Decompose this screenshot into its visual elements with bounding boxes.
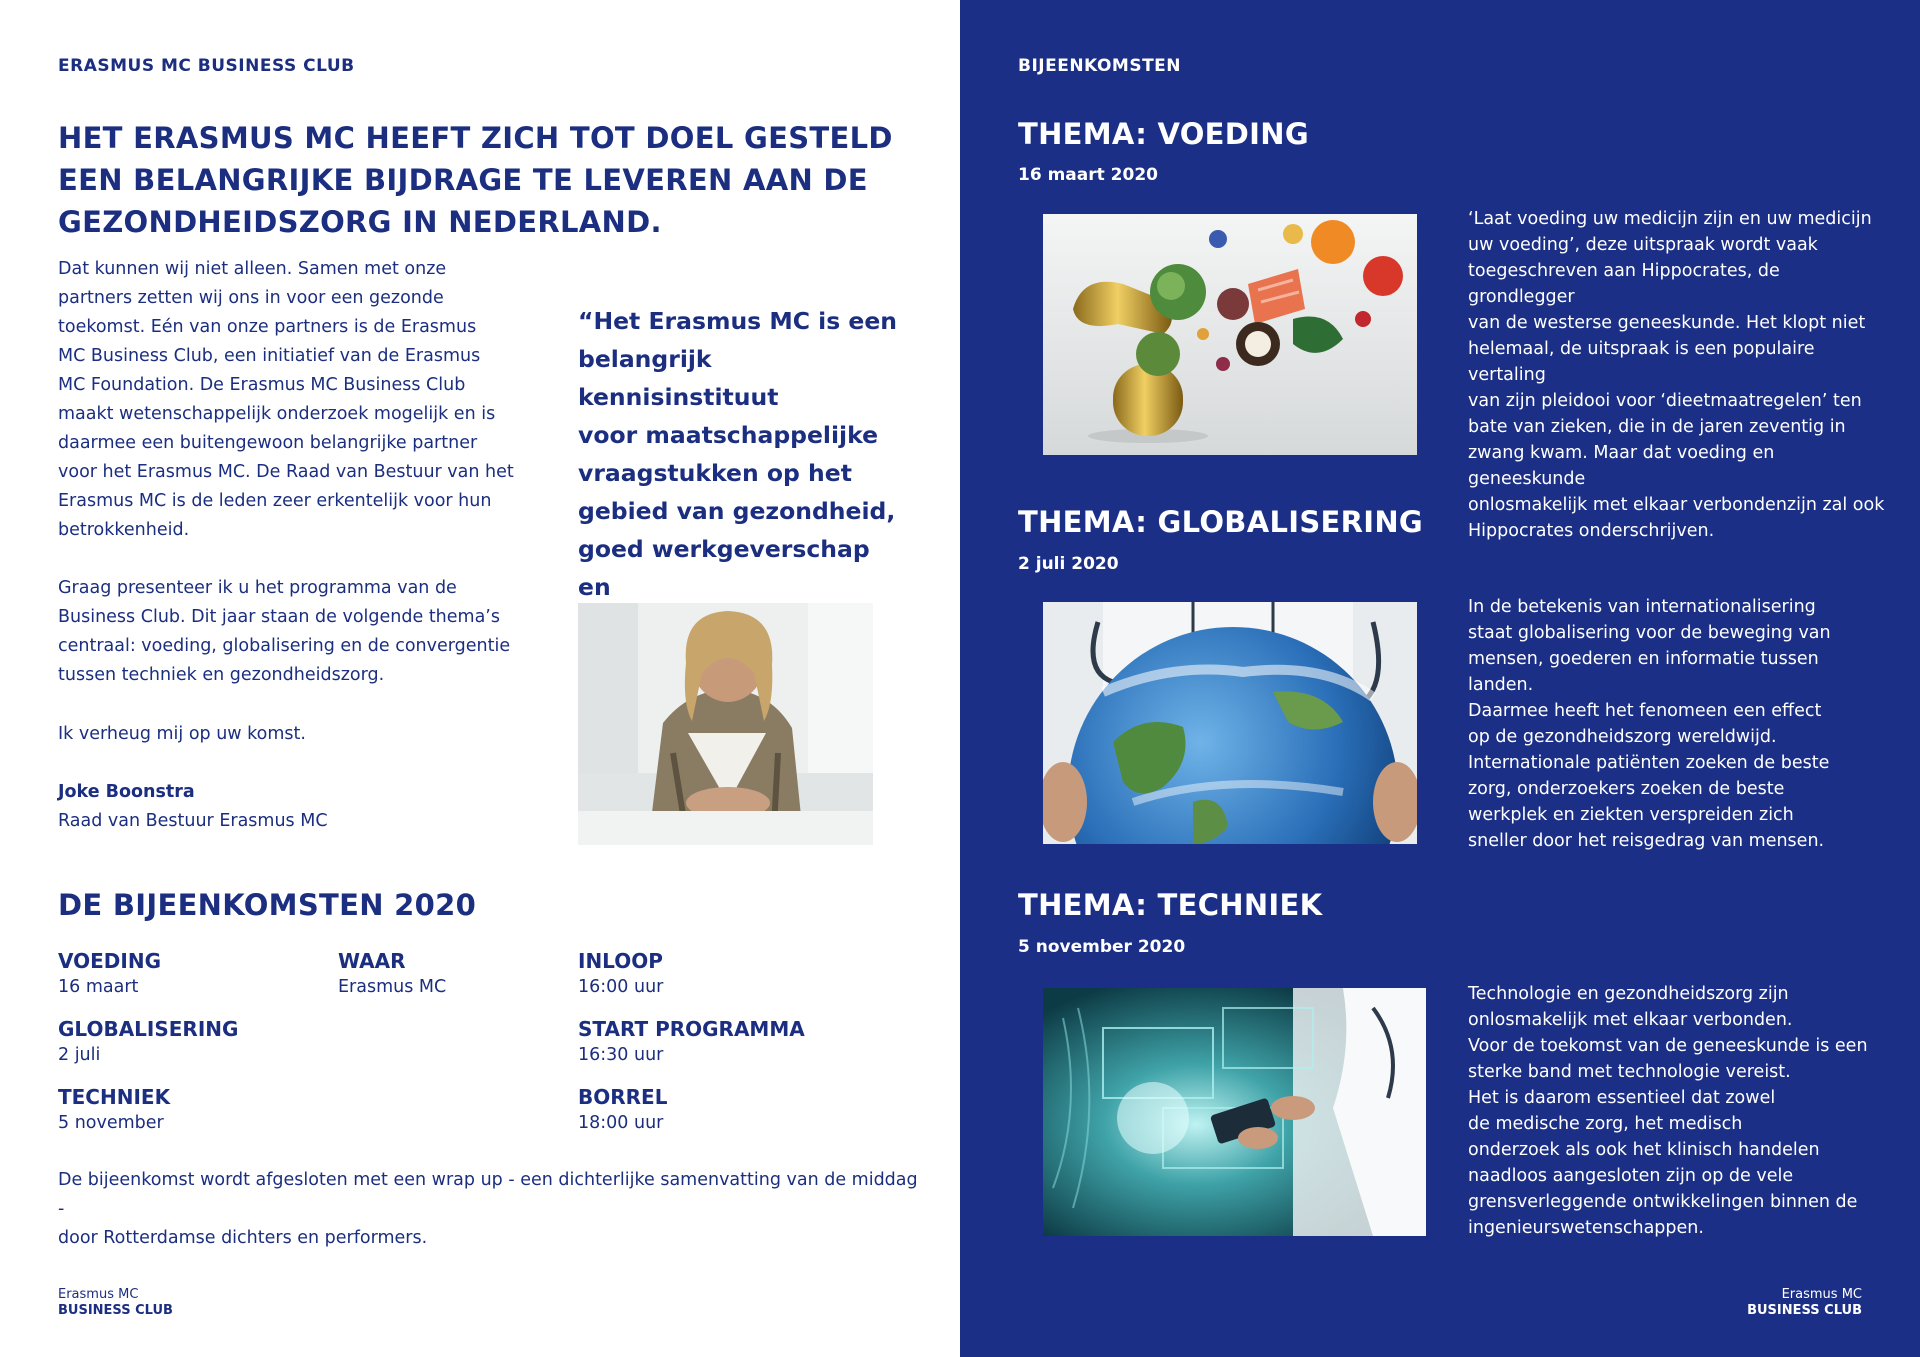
theme-text-line: Daarmee heeft het fenomeen een effect (1468, 701, 1822, 721)
schedule-value: 5 november (58, 1113, 164, 1133)
theme-text-line: onlosmakelijk met elkaar verbondenzijn zal ook (1468, 495, 1885, 515)
intro-line: MC Business Club, een initiatief van de Erasmus (58, 346, 481, 366)
intro-line: betrokkenheid. (58, 520, 190, 540)
schedule-times (578, 948, 805, 1152)
theme-text-line: grensverleggende ontwikkelingen binnen de (1468, 1192, 1858, 1212)
footer-logo-line: Erasmus MC (1781, 1287, 1862, 1302)
intro-paragraph (58, 255, 518, 545)
closing-note-line: door Rotterdamse dichters en performers. (58, 1228, 428, 1248)
theme-text-line: bate van zieken, die in de jaren zeventig in (1468, 417, 1846, 437)
theme-text-line: mensen, goederen en informatie tussen (1468, 649, 1819, 669)
schedule-item (578, 1084, 805, 1152)
theme-text-line: sneller door het reisgedrag van mensen. (1468, 831, 1825, 851)
footer-logo-line: BUSINESS CLUB (58, 1303, 173, 1318)
theme-text-line: onlosmakelijk met elkaar verbonden. (1468, 1010, 1793, 1030)
signature-role: Raad van Bestuur Erasmus MC (58, 811, 328, 831)
theme-title: THEMA: TECHNIEK (1018, 888, 1323, 922)
signature-name: Joke Boonstra (58, 782, 195, 802)
schedule-label: INLOOP (578, 949, 663, 973)
theme-text-line: sterke band met technologie vereist. (1468, 1062, 1791, 1082)
technology-photo (1043, 988, 1426, 1236)
theme-date: 5 november 2020 (1018, 937, 1186, 957)
schedule-label: GLOBALISERING (58, 1017, 239, 1041)
schedule-label: START PROGRAMMA (578, 1017, 805, 1041)
intro-line: Erasmus MC is de leden zeer erkentelijk voor hun (58, 491, 492, 511)
theme-text-line: toegeschreven aan Hippocrates, de grondlegger (1468, 261, 1780, 307)
intro-line: voor het Erasmus MC. De Raad van Bestuur van het (58, 462, 514, 482)
globe-photo (1043, 602, 1417, 844)
program-line: Graag presenteer ik u het programma van de (58, 578, 457, 598)
schedule-label: WAAR (338, 949, 406, 973)
closing-note (58, 1166, 918, 1253)
theme-text-line: Internationale patiënten zoeken de beste (1468, 753, 1830, 773)
right-kicker: BIJEENKOMSTEN (1018, 56, 1182, 76)
theme-text (1468, 981, 1888, 1241)
quote-line: vraagstukken op het (578, 459, 852, 487)
headline (58, 117, 893, 243)
footer-logo-right (1747, 1287, 1862, 1319)
theme-text-line: de medische zorg, het medisch (1468, 1114, 1743, 1134)
theme-text-line: ingenieurswetenschappen. (1468, 1218, 1704, 1238)
theme-text-line: staat globalisering voor de beweging van (1468, 623, 1831, 643)
intro-line: partners zetten wij ons in voor een gezonde (58, 288, 444, 308)
theme-text-line: helemaal, de uitspraak is een populaire vertaling (1468, 339, 1815, 385)
theme-text-line: zorg, onderzoekers zoeken de beste (1468, 779, 1785, 799)
pull-quote (578, 302, 908, 644)
closing-line: Ik verheug mij op uw komst. (58, 724, 306, 744)
theme-date: 16 maart 2020 (1018, 165, 1158, 185)
schedule-item (58, 1016, 238, 1084)
meetings-title: DE BIJEENKOMSTEN 2020 (58, 888, 477, 922)
theme-text-line: Technologie en gezondheidszorg zijn (1468, 984, 1789, 1004)
program-line: tussen techniek en gezondheidszorg. (58, 665, 385, 685)
right-page (960, 0, 1920, 1357)
theme-text-line: Hippocrates onderschrijven. (1468, 521, 1715, 541)
schedule-item (58, 948, 238, 1016)
theme-text (1468, 594, 1888, 854)
theme-text-line: zwang kwam. Maar dat voeding en geneeskunde (1468, 443, 1775, 489)
portrait-photo (578, 603, 873, 845)
schedule-item (58, 1084, 238, 1152)
theme-text-line: landen. (1468, 675, 1534, 695)
schedule-value: 16:30 uur (578, 1045, 664, 1065)
theme-text-line: naadloos aangesloten zijn op de vele (1468, 1166, 1794, 1186)
quote-line: goed werkgeverschap en (578, 535, 870, 601)
theme-text-line: op de gezondheidszorg wereldwijd. (1468, 727, 1777, 747)
left-kicker: ERASMUS MC BUSINESS CLUB (58, 56, 355, 76)
closing-note-line: De bijeenkomst wordt afgesloten met een wrap up - een dichterlijke samenvatting van de middag - (58, 1170, 918, 1219)
program-line: Business Club. Dit jaar staan de volgende thema’s (58, 607, 500, 627)
theme-text-line: werkplek en ziekten verspreiden zich (1468, 805, 1794, 825)
schedule-value: 16 maart (58, 977, 139, 997)
quote-line: “Het Erasmus MC is een (578, 307, 897, 335)
program-line: centraal: voeding, globalisering en de convergentie (58, 636, 511, 656)
schedule-label: VOEDING (58, 949, 161, 973)
headline-line: HET ERASMUS MC HEEFT ZICH TOT DOEL GESTELD (58, 121, 893, 155)
theme-date: 2 juli 2020 (1018, 554, 1119, 574)
theme-text-line: onderzoek als ook het klinisch handelen (1468, 1140, 1820, 1160)
intro-line: MC Foundation. De Erasmus MC Business Club (58, 375, 466, 395)
quote-line: gebied van gezondheid, (578, 497, 896, 525)
intro-line: daarmee een buitengewoon belangrijke partner (58, 433, 478, 453)
theme-text-line: Het is daarom essentieel dat zowel (1468, 1088, 1776, 1108)
schedule-value: 16:00 uur (578, 977, 664, 997)
theme-text-line: Voor de toekomst van de geneeskunde is een (1468, 1036, 1868, 1056)
footer-logo-line: Erasmus MC (58, 1287, 139, 1302)
program-paragraph (58, 574, 518, 690)
theme-text-line: ‘Laat voeding uw medicijn zijn en uw medicijn (1468, 209, 1872, 229)
theme-text-line: uw voeding’, deze uitspraak wordt vaak (1468, 235, 1818, 255)
theme-text (1468, 206, 1888, 544)
theme-title: THEMA: GLOBALISERING (1018, 505, 1424, 539)
quote-line: voor maatschappelijke (578, 421, 879, 449)
schedule-value: 18:00 uur (578, 1113, 664, 1133)
footer-logo-left (58, 1287, 173, 1319)
theme-text-line: van zijn pleidooi voor ‘dieetmaatregelen’ ten (1468, 391, 1862, 411)
theme-title: THEMA: VOEDING (1018, 117, 1309, 151)
schedule-label: TECHNIEK (58, 1085, 171, 1109)
intro-line: maakt wetenschappelijk onderzoek mogelijk en is (58, 404, 496, 424)
schedule-item (578, 948, 805, 1016)
theme-text-line: In de betekenis van internationalisering (1468, 597, 1816, 617)
schedule-where (338, 948, 446, 1016)
intro-line: Dat kunnen wij niet alleen. Samen met onze (58, 259, 447, 279)
nutrition-photo (1043, 214, 1417, 455)
intro-line: toekomst. Eén van onze partners is de Erasmus (58, 317, 477, 337)
schedule-value: Erasmus MC (338, 977, 447, 997)
theme-text-line: van de westerse geneeskunde. Het klopt niet (1468, 313, 1866, 333)
footer-logo-line: BUSINESS CLUB (1747, 1303, 1862, 1318)
headline-line: EEN BELANGRIJKE BIJDRAGE TE LEVEREN AAN DE (58, 163, 868, 197)
quote-line: belangrijk kennisinstituut (578, 345, 779, 411)
schedule-label: BORREL (578, 1085, 668, 1109)
schedule-item (338, 948, 446, 1016)
schedule-value: 2 juli (58, 1045, 101, 1065)
schedule-themes (58, 948, 238, 1152)
schedule-item (578, 1016, 805, 1084)
headline-line: GEZONDHEIDSZORG IN NEDERLAND. (58, 205, 662, 239)
